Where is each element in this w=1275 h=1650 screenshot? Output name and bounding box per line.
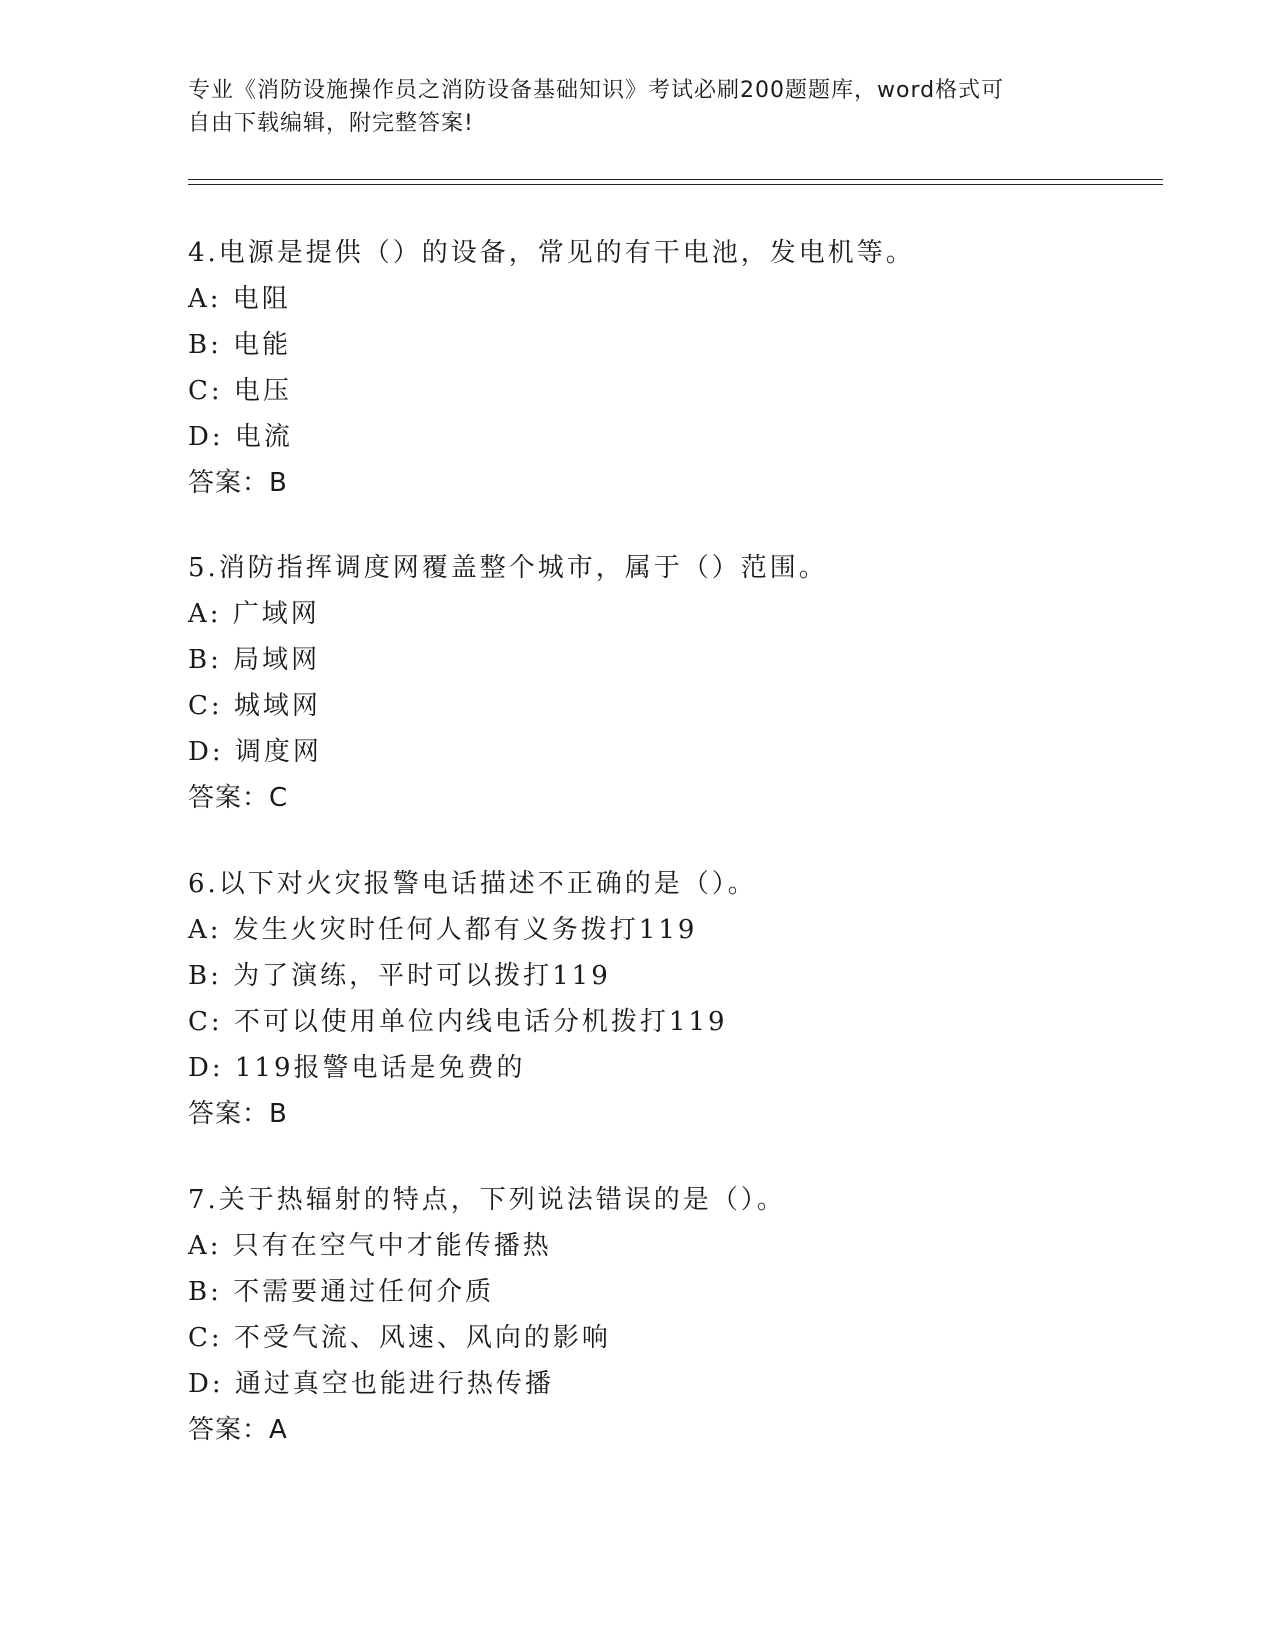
document-header <box>188 74 1088 140</box>
answer: 答案：A <box>188 1415 288 1445</box>
option-a: A: 发生火灾时任何人都有义务拨打119 <box>188 915 698 945</box>
question-7 <box>188 1177 1148 1453</box>
question-stem: 4.电源是提供（）的设备，常见的有干电池，发电机等。 <box>188 238 915 268</box>
option-c: C: 不受气流、风速、风向的影响 <box>188 1323 611 1353</box>
question-6 <box>188 861 1148 1137</box>
option-d: D: 电流 <box>188 422 293 452</box>
option-a: A: 电阻 <box>188 284 291 314</box>
option-c: C: 城域网 <box>188 691 321 721</box>
header-title-line-2: 自由下载编辑，附完整答案! <box>188 111 474 136</box>
header-title-line-1: 专业《消防设施操作员之消防设备基础知识》考试必刷200题题库，word格式可 <box>188 78 1005 103</box>
answer: 答案：B <box>188 468 288 498</box>
question-4 <box>188 230 1148 506</box>
option-d: D: 119报警电话是免费的 <box>188 1053 526 1083</box>
answer: 答案：C <box>188 783 289 813</box>
option-d: D: 通过真空也能进行热传播 <box>188 1369 554 1399</box>
question-stem: 5.消防指挥调度网覆盖整个城市，属于（）范围。 <box>188 553 828 583</box>
option-c: C: 电压 <box>188 376 292 406</box>
option-b: B: 局域网 <box>188 645 321 675</box>
option-b: B: 为了演练，平时可以拨打119 <box>188 961 611 991</box>
header-divider-bottom <box>188 184 1163 185</box>
option-a: A: 只有在空气中才能传播热 <box>188 1231 552 1261</box>
option-a: A: 广域网 <box>188 599 320 629</box>
option-c: C: 不可以使用单位内线电话分机拨打119 <box>188 1007 728 1037</box>
header-divider-top <box>188 179 1163 180</box>
question-5 <box>188 545 1148 821</box>
question-stem: 6.以下对火灾报警电话描述不正确的是（）。 <box>188 869 757 899</box>
option-b: B: 电能 <box>188 330 292 360</box>
question-stem: 7.关于热辐射的特点，下列说法错误的是（）。 <box>188 1185 786 1215</box>
option-d: D: 调度网 <box>188 737 322 767</box>
option-b: B: 不需要通过任何介质 <box>188 1277 495 1307</box>
answer: 答案：B <box>188 1099 288 1129</box>
